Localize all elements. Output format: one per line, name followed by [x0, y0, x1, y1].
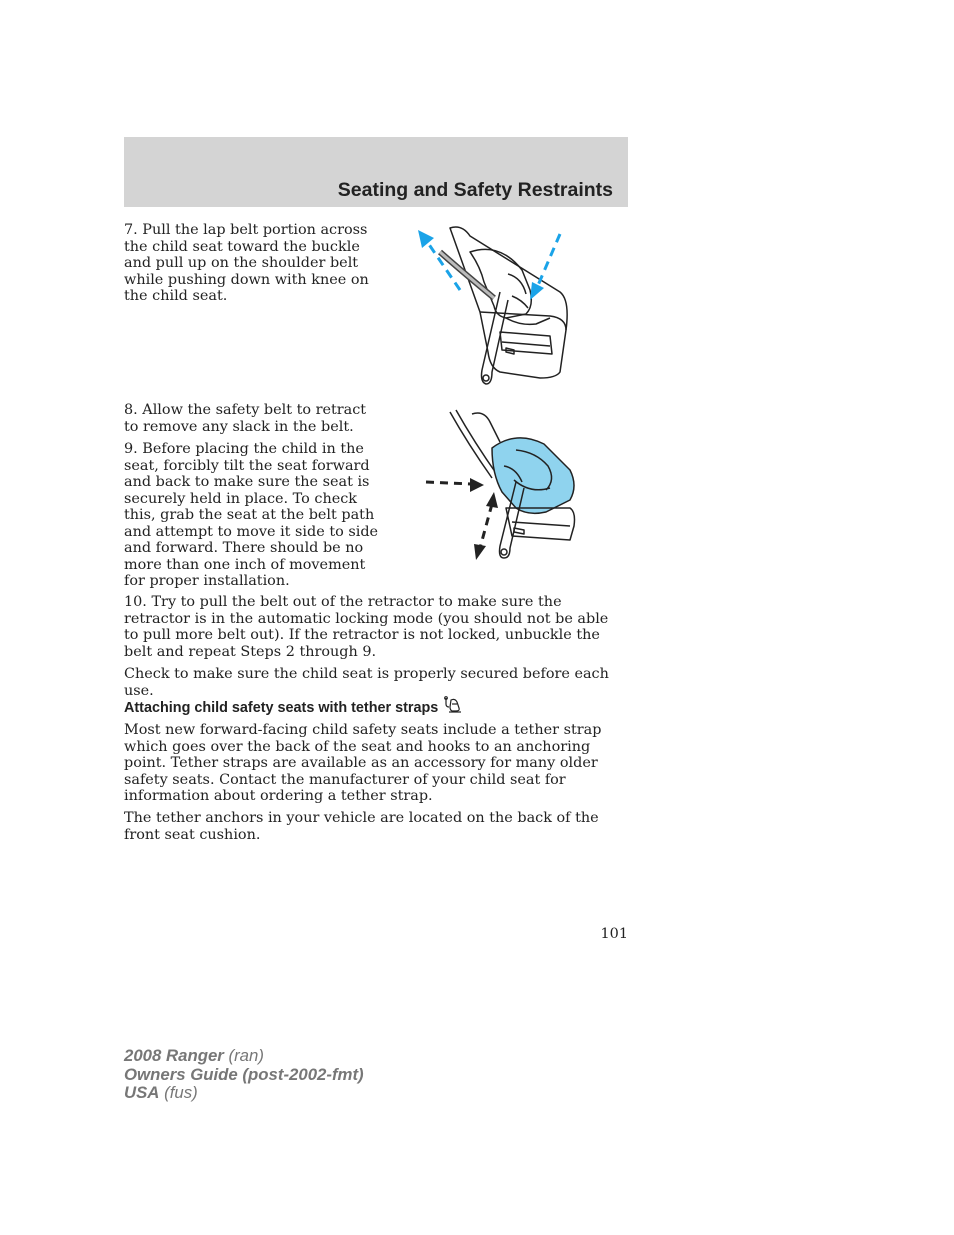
- document-footer: [124, 1047, 364, 1103]
- page-number: 101: [600, 926, 628, 942]
- tether-heading-text: Attaching child safety seats with tether straps: [124, 700, 439, 716]
- tether-paragraph-2: The tether anchors in your vehicle are located on the back of the front seat cushion.: [124, 810, 599, 843]
- footer-line-2: Owners Guide (post-2002-fmt): [124, 1064, 364, 1084]
- illustration-lap-belt-pull: [410, 222, 580, 390]
- footer-line-3: USA (fus): [124, 1083, 198, 1102]
- footer-line-1: 2008 Ranger (ran): [124, 1046, 264, 1065]
- tether-section-heading: [124, 696, 464, 717]
- step-8-text: 8. Allow the safety belt to retract to remove any slack in the belt.: [124, 402, 367, 435]
- tether-paragraph-1: Most new forward-facing child safety seats include a tether strap which goes over the back of the seat and hooks to an anchoring point. Tether straps are available as an accessory for many older safety seats. Contact the manufacturer of your child seat for information about ordering a tether strap.: [124, 722, 602, 804]
- section-title: Seating and Safety Restraints: [337, 179, 613, 201]
- section-header-band: [124, 137, 628, 207]
- step-10-text: 10. Try to pull the belt out of the retractor to make sure the retractor is in the automatic locking mode (you should not be able to pull more belt out). If the retractor is not locked, unbuckle the belt and repeat Steps 2 through 9.: [124, 594, 609, 660]
- illustration-seat-tilt-check: [420, 408, 582, 564]
- child-seat-tether-icon: [442, 696, 464, 714]
- check-secured-text: Check to make sure the child seat is properly secured before each use.: [124, 666, 609, 699]
- step-9-text: 9. Before placing the child in the seat, forcibly tilt the seat forward and back to make sure the seat is securely held in place. To check this, grab the seat at the belt path and attempt to move it side to side and forward. There should be no more than one inch of movement for proper installation.: [124, 441, 379, 589]
- step-7-text: 7. Pull the lap belt portion across the child seat toward the buckle and pull up on the shoulder belt while pushing down with knee on the child seat.: [124, 222, 369, 304]
